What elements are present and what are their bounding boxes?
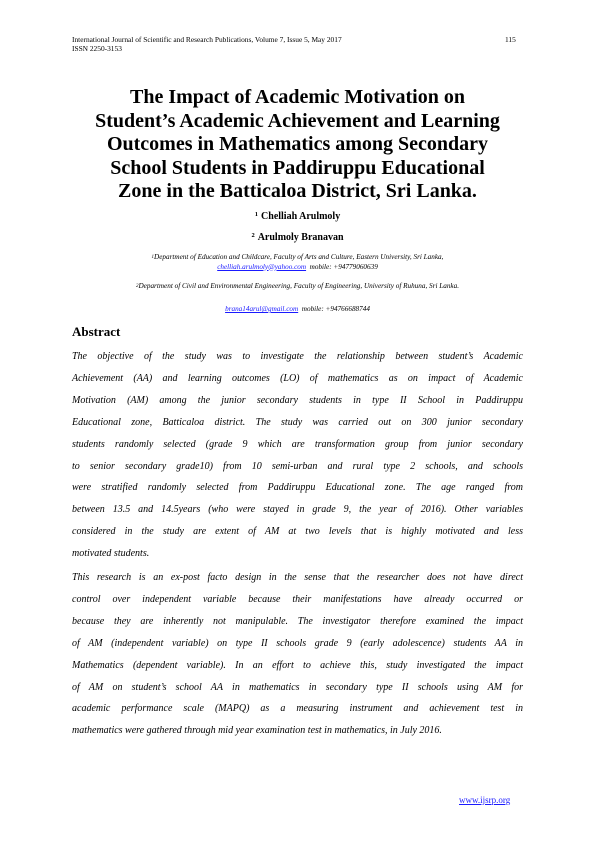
text-line: This research is an ex-post facto design in the sense that the researcher does not have direct <box>72 572 523 583</box>
affiliation-mark: 2 <box>135 284 139 289</box>
email-link[interactable]: chelliah.arulmoly@yahoo.com <box>217 262 307 271</box>
title-line: The Impact of Academic Motivation on <box>130 86 465 108</box>
author-mark: 2 <box>251 232 255 239</box>
text-line: Mathematics (dependent variable). In an effort to achieve this, study investigated the impact <box>72 659 523 671</box>
page-number: 115 <box>505 35 516 44</box>
title-line: School Students in Paddiruppu Educational <box>110 156 485 179</box>
abstract-paragraph-2 <box>72 567 523 742</box>
text-line: control over independent variable because their manifestations have already occurred or <box>72 593 523 605</box>
text-line: mathematics were gathered through mid year examination test in mathematics, in July 2016. <box>72 725 442 737</box>
text-line: considered in the study are extent of AM at two levels that is highly motivated and less <box>72 526 523 538</box>
affiliation-text: Department of Education and Childcare, Faculty of Arts and Culture, Eastern University, Sri Lanka, <box>154 253 444 261</box>
text-line: academic performance scale (MAPQ) as a measuring instrument and achievement test in <box>72 703 523 715</box>
affiliation-2-contact <box>0 305 595 315</box>
affiliation-1 <box>0 253 595 272</box>
text-line: of AM (independent variable) on type II schools grade 9 (early adolescence) students AA in <box>72 637 523 649</box>
author-1 <box>0 211 595 223</box>
mobile-text: mobile: +94766688744 <box>301 305 370 313</box>
footer-website-link[interactable]: www.ijsrp.org <box>459 795 511 805</box>
abstract-heading: Abstract <box>72 324 121 339</box>
mobile-text: mobile: +94779060639 <box>309 262 378 271</box>
journal-line: International Journal of Scientific and Research Publications, Volume 7, Issue 5, May 2017 <box>72 35 342 44</box>
affiliation-text: Department of Civil and Environmental Engineering, Faculty of Engineering, University of Ruhuna, Sri Lanka. <box>138 282 460 290</box>
affiliation-mark: 1 <box>151 255 155 260</box>
text-line: Achievement (AA) and learning outcomes (LO) of mathematics as on impact of Academic <box>72 372 523 384</box>
text-line: were stratified randomly selected from Paddiruppu Educational zone. The age ranged from <box>72 482 523 494</box>
text-line: The objective of the study was to investigate the relationship between student’s Academic <box>72 351 523 362</box>
title-line: Outcomes in Mathematics among Secondary <box>106 133 489 156</box>
title-line: Student’s Academic Achievement and Learning <box>95 109 500 132</box>
author-name: Arulmoly Branavan <box>257 232 344 243</box>
abstract-paragraph-1 <box>72 346 523 565</box>
running-header <box>72 35 342 53</box>
text-line: between 13.5 and 14.5years (who were stayed in grade 9, the year of 2016). Other variables <box>72 504 523 516</box>
issn-line: ISSN 2250-3153 <box>72 44 122 53</box>
title-line: Zone in the Batticaloa District, Sri Lanka. <box>118 180 477 203</box>
text-line: Motivation (AM) among the junior secondary students in type II School in Paddiruppu <box>72 394 523 406</box>
affiliation-2 <box>0 282 595 292</box>
email-link[interactable]: brana14arul@gmail.com <box>225 305 299 313</box>
text-line: to senior secondary grade10) from 10 semi-urban and rural type 2 schools, and schools <box>72 460 523 472</box>
text-line: of AM on student’s school AA in mathematics in secondary type II schools using AM for <box>72 681 523 693</box>
text-line: because they are inherently not manipulable. The investigator therefore examined the impact <box>72 615 523 627</box>
text-line: Educational zone, Batticaloa district. The study was carried out on 300 junior secondary <box>72 416 523 428</box>
author-mark: 1 <box>254 211 259 218</box>
author-2 <box>0 232 595 244</box>
text-line: students randomly selected (grade 9 which are transformation group from junior secondary <box>72 438 523 450</box>
text-line: motivated students. <box>72 548 150 560</box>
paper-title <box>60 86 535 204</box>
author-name: Chelliah Arulmoly <box>261 211 341 222</box>
